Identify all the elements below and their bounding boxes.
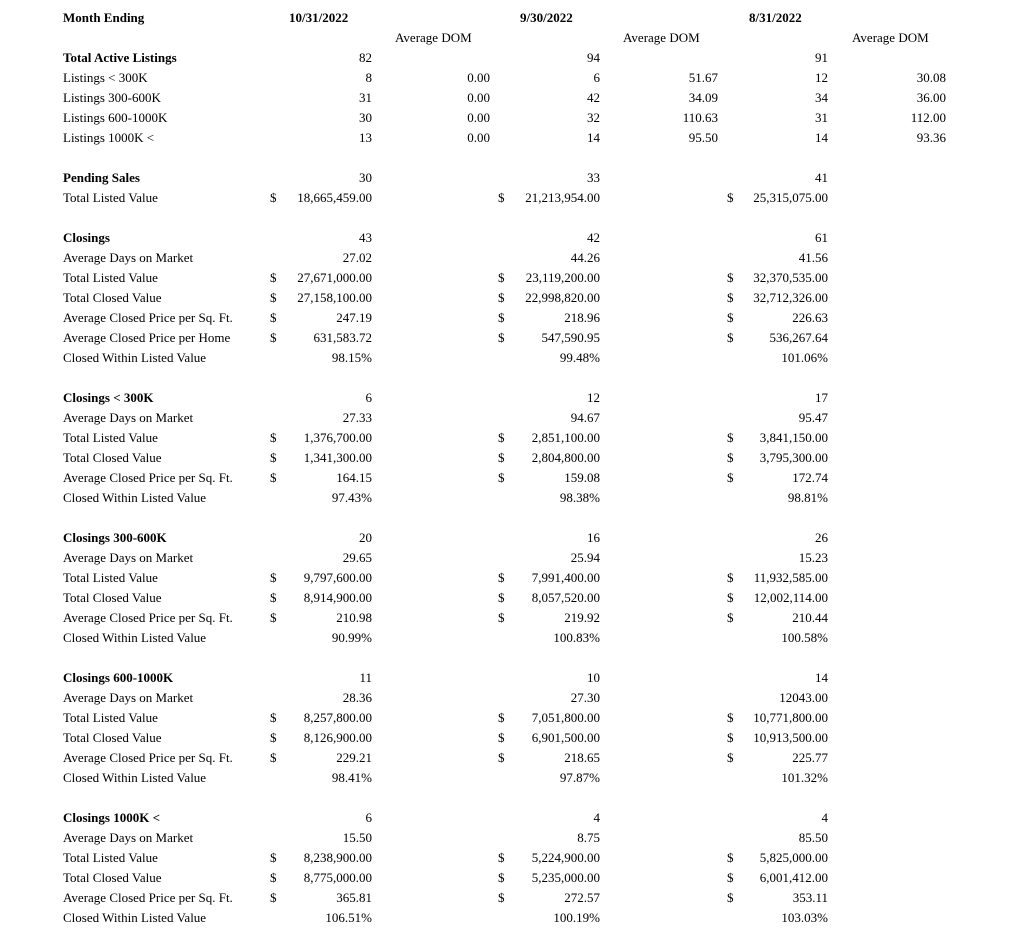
value-cell: 226.63 [792, 310, 828, 325]
dollar-sign: $ [727, 430, 734, 445]
value-cell: 26 [815, 530, 828, 545]
row-label: Total Closed Value [63, 290, 162, 305]
dom-cell: 36.00 [916, 90, 946, 105]
value-cell: 98.38% [559, 490, 600, 505]
value-cell: 14 [587, 130, 600, 145]
value-cell: 61 [815, 230, 828, 245]
dollar-sign: $ [498, 330, 505, 345]
dom-cell: 30.08 [916, 70, 946, 85]
dollar-sign: $ [270, 190, 277, 205]
value-cell: 23,119,200.00 [525, 270, 600, 285]
value-cell: 5,825,000.00 [759, 850, 828, 865]
dom-cell: 112.00 [910, 110, 946, 125]
value-cell: 8,775,000.00 [303, 870, 372, 885]
value-cell: 10,913,500.00 [753, 730, 828, 745]
dollar-sign: $ [498, 730, 505, 745]
row-label: Total Listed Value [63, 430, 158, 445]
value-cell: 42 [587, 230, 600, 245]
dollar-sign: $ [270, 290, 277, 305]
value-cell: 41 [815, 170, 828, 185]
value-cell: 12 [587, 390, 600, 405]
value-cell: 210.44 [792, 610, 828, 625]
value-cell: 97.43% [331, 490, 372, 505]
value-cell: 12043.00 [779, 690, 828, 705]
value-cell: 7,051,800.00 [531, 710, 600, 725]
value-cell: 100.19% [553, 910, 600, 925]
value-cell: 1,376,700.00 [303, 430, 372, 445]
dollar-sign: $ [498, 290, 505, 305]
value-cell: 8,257,800.00 [303, 710, 372, 725]
row-label: Closed Within Listed Value [63, 770, 207, 785]
value-cell: 8,914,900.00 [303, 590, 372, 605]
value-cell: 15.50 [342, 830, 372, 845]
dollar-sign: $ [727, 570, 734, 585]
value-cell: 159.08 [564, 470, 600, 485]
dollar-sign: $ [270, 870, 277, 885]
value-cell: 218.65 [564, 750, 600, 765]
month-header-1: 10/31/2022 [289, 10, 349, 25]
month-header-2: 9/30/2022 [520, 10, 573, 25]
dollar-sign: $ [270, 850, 277, 865]
dollar-sign: $ [727, 470, 734, 485]
dollar-sign: $ [270, 310, 277, 325]
value-cell: 6 [593, 70, 600, 85]
row-label: Average Closed Price per Sq. Ft. [63, 750, 233, 765]
dollar-sign: $ [727, 310, 734, 325]
value-cell: 27.33 [342, 410, 372, 425]
dom-cell: 93.36 [916, 130, 946, 145]
value-cell: 85.50 [798, 830, 828, 845]
dollar-sign: $ [270, 890, 277, 905]
dollar-sign: $ [498, 610, 505, 625]
value-cell: 27,158,100.00 [297, 290, 372, 305]
dollar-sign: $ [270, 270, 277, 285]
value-cell: 15.23 [798, 550, 828, 565]
dollar-sign: $ [727, 850, 734, 865]
section-title: Total Active Listings [63, 50, 177, 65]
value-cell: 8 [365, 70, 372, 85]
row-label: Average Days on Market [63, 410, 194, 425]
row-label: Listings < 300K [63, 70, 148, 85]
value-cell: 82 [359, 50, 372, 65]
value-cell: 14 [815, 130, 828, 145]
value-cell: 98.15% [331, 350, 372, 365]
value-cell: 6,001,412.00 [759, 870, 828, 885]
dollar-sign: $ [270, 450, 277, 465]
row-label: Average Days on Market [63, 550, 194, 565]
value-cell: 11,932,585.00 [753, 570, 828, 585]
dollar-sign: $ [727, 190, 734, 205]
dollar-sign: $ [498, 190, 505, 205]
dollar-sign: $ [727, 450, 734, 465]
dollar-sign: $ [270, 570, 277, 585]
value-cell: 247.19 [336, 310, 372, 325]
value-cell: 225.77 [792, 750, 828, 765]
dollar-sign: $ [270, 430, 277, 445]
dollar-sign: $ [727, 730, 734, 745]
value-cell: 21,213,954.00 [525, 190, 600, 205]
dollar-sign: $ [270, 590, 277, 605]
value-cell: 99.48% [559, 350, 600, 365]
value-cell: 106.51% [325, 910, 372, 925]
value-cell: 91 [815, 50, 828, 65]
dollar-sign: $ [270, 710, 277, 725]
dollar-sign: $ [498, 450, 505, 465]
value-cell: 210.98 [336, 610, 372, 625]
dollar-sign: $ [727, 710, 734, 725]
value-cell: 11 [359, 670, 372, 685]
value-cell: 219.92 [564, 610, 600, 625]
value-cell: 43 [359, 230, 372, 245]
row-label: Listings 300-600K [63, 90, 161, 105]
dollar-sign: $ [727, 330, 734, 345]
value-cell: 32,712,326.00 [753, 290, 828, 305]
value-cell: 6 [365, 390, 372, 405]
dollar-sign: $ [270, 470, 277, 485]
dollar-sign: $ [727, 870, 734, 885]
value-cell: 12,002,114.00 [753, 590, 828, 605]
dollar-sign: $ [727, 590, 734, 605]
value-cell: 31 [815, 110, 828, 125]
dollar-sign: $ [498, 470, 505, 485]
section-title: Pending Sales [63, 170, 140, 185]
row-label: Average Days on Market [63, 690, 194, 705]
value-cell: 27,671,000.00 [297, 270, 372, 285]
value-cell: 41.56 [798, 250, 828, 265]
row-label: Total Listed Value [63, 270, 158, 285]
row-label: Total Closed Value [63, 730, 162, 745]
row-label: Closed Within Listed Value [63, 630, 207, 645]
value-cell: 547,590.95 [541, 330, 600, 345]
dollar-sign: $ [498, 430, 505, 445]
dom-cell: 0.00 [467, 110, 490, 125]
value-cell: 30 [359, 110, 372, 125]
value-cell: 3,795,300.00 [759, 450, 828, 465]
dom-cell: 0.00 [467, 90, 490, 105]
row-label: Total Closed Value [63, 590, 162, 605]
dollar-sign: $ [498, 850, 505, 865]
row-label: Closed Within Listed Value [63, 490, 207, 505]
value-cell: 5,235,000.00 [531, 870, 600, 885]
value-cell: 164.15 [336, 470, 372, 485]
value-cell: 100.58% [781, 630, 828, 645]
value-cell: 22,998,820.00 [525, 290, 600, 305]
dollar-sign: $ [498, 590, 505, 605]
value-cell: 16 [587, 530, 600, 545]
dom-cell: 34.09 [688, 90, 718, 105]
value-cell: 20 [359, 530, 372, 545]
value-cell: 27.30 [570, 690, 600, 705]
row-label: Average Closed Price per Home [63, 330, 231, 345]
dollar-sign: $ [498, 310, 505, 325]
value-cell: 2,851,100.00 [531, 430, 600, 445]
value-cell: 32 [587, 110, 600, 125]
row-label: Average Closed Price per Sq. Ft. [63, 890, 233, 905]
section-title: Closings [63, 230, 110, 245]
value-cell: 272.57 [564, 890, 600, 905]
dollar-sign: $ [498, 710, 505, 725]
month-header-3: 8/31/2022 [749, 10, 802, 25]
value-cell: 18,665,459.00 [297, 190, 372, 205]
value-cell: 44.26 [570, 250, 600, 265]
value-cell: 1,341,300.00 [303, 450, 372, 465]
dollar-sign: $ [727, 290, 734, 305]
value-cell: 8,126,900.00 [303, 730, 372, 745]
value-cell: 3,841,150.00 [759, 430, 828, 445]
row-label: Average Closed Price per Sq. Ft. [63, 610, 233, 625]
value-cell: 8.75 [577, 830, 600, 845]
value-cell: 17 [815, 390, 828, 405]
row-label: Closed Within Listed Value [63, 350, 207, 365]
value-cell: 9,797,600.00 [303, 570, 372, 585]
row-label: Listings 1000K < [63, 130, 155, 145]
row-label: Listings 600-1000K [63, 110, 168, 125]
value-cell: 13 [359, 130, 372, 145]
dollar-sign: $ [270, 330, 277, 345]
value-cell: 103.03% [781, 910, 828, 925]
row-label: Average Closed Price per Sq. Ft. [63, 310, 233, 325]
value-cell: 5,224,900.00 [531, 850, 600, 865]
value-cell: 6 [365, 810, 372, 825]
dollar-sign: $ [727, 270, 734, 285]
dollar-sign: $ [727, 750, 734, 765]
value-cell: 365.81 [336, 890, 372, 905]
dom-cell: 0.00 [467, 70, 490, 85]
row-label: Average Days on Market [63, 250, 194, 265]
value-cell: 29.65 [342, 550, 372, 565]
value-cell: 4 [593, 810, 600, 825]
section-title: Closings 1000K < [63, 810, 160, 825]
value-cell: 218.96 [564, 310, 600, 325]
value-cell: 631,583.72 [313, 330, 372, 345]
value-cell: 25.94 [570, 550, 600, 565]
value-cell: 7,991,400.00 [531, 570, 600, 585]
value-cell: 94.67 [570, 410, 600, 425]
section-title: Closings 600-1000K [63, 670, 174, 685]
dollar-sign: $ [270, 730, 277, 745]
value-cell: 98.41% [331, 770, 372, 785]
value-cell: 100.83% [553, 630, 600, 645]
dollar-sign: $ [498, 890, 505, 905]
value-cell: 95.47 [798, 410, 828, 425]
value-cell: 101.32% [781, 770, 828, 785]
value-cell: 8,057,520.00 [531, 590, 600, 605]
row-label: Closed Within Listed Value [63, 910, 207, 925]
row-label: Total Listed Value [63, 190, 158, 205]
row-label: Total Closed Value [63, 450, 162, 465]
month-ending-header: Month Ending [63, 10, 145, 25]
value-cell: 14 [815, 670, 828, 685]
value-cell: 31 [359, 90, 372, 105]
value-cell: 353.11 [792, 890, 828, 905]
dollar-sign: $ [498, 570, 505, 585]
dollar-sign: $ [270, 750, 277, 765]
dollar-sign: $ [270, 610, 277, 625]
value-cell: 4 [821, 810, 828, 825]
value-cell: 172.74 [792, 470, 828, 485]
value-cell: 98.81% [787, 490, 828, 505]
dom-cell: 110.63 [682, 110, 718, 125]
row-label: Average Days on Market [63, 830, 194, 845]
value-cell: 33 [587, 170, 600, 185]
value-cell: 2,804,800.00 [531, 450, 600, 465]
section-title: Closings < 300K [63, 390, 154, 405]
dollar-sign: $ [498, 870, 505, 885]
value-cell: 34 [815, 90, 828, 105]
value-cell: 94 [587, 50, 600, 65]
value-cell: 97.87% [559, 770, 600, 785]
dom-cell: 0.00 [467, 130, 490, 145]
row-label: Total Listed Value [63, 570, 158, 585]
value-cell: 27.02 [342, 250, 372, 265]
value-cell: 90.99% [331, 630, 372, 645]
row-label: Total Listed Value [63, 850, 158, 865]
value-cell: 229.21 [336, 750, 372, 765]
dom-cell: 51.67 [688, 70, 718, 85]
dollar-sign: $ [498, 270, 505, 285]
value-cell: 101.06% [781, 350, 828, 365]
value-cell: 10 [587, 670, 600, 685]
dom-header-2: Average DOM [623, 30, 700, 45]
value-cell: 8,238,900.00 [303, 850, 372, 865]
dollar-sign: $ [727, 890, 734, 905]
dom-cell: 95.50 [688, 130, 718, 145]
value-cell: 12 [815, 70, 828, 85]
value-cell: 6,901,500.00 [531, 730, 600, 745]
value-cell: 42 [587, 90, 600, 105]
row-label: Total Listed Value [63, 710, 158, 725]
value-cell: 25,315,075.00 [753, 190, 828, 205]
value-cell: 28.36 [342, 690, 372, 705]
value-cell: 32,370,535.00 [753, 270, 828, 285]
section-title: Closings 300-600K [63, 530, 167, 545]
dom-header-3: Average DOM [852, 30, 929, 45]
value-cell: 536,267.64 [769, 330, 828, 345]
value-cell: 30 [359, 170, 372, 185]
dollar-sign: $ [498, 750, 505, 765]
value-cell: 10,771,800.00 [753, 710, 828, 725]
row-label: Total Closed Value [63, 870, 162, 885]
dom-header-1: Average DOM [395, 30, 472, 45]
row-label: Average Closed Price per Sq. Ft. [63, 470, 233, 485]
dollar-sign: $ [727, 610, 734, 625]
